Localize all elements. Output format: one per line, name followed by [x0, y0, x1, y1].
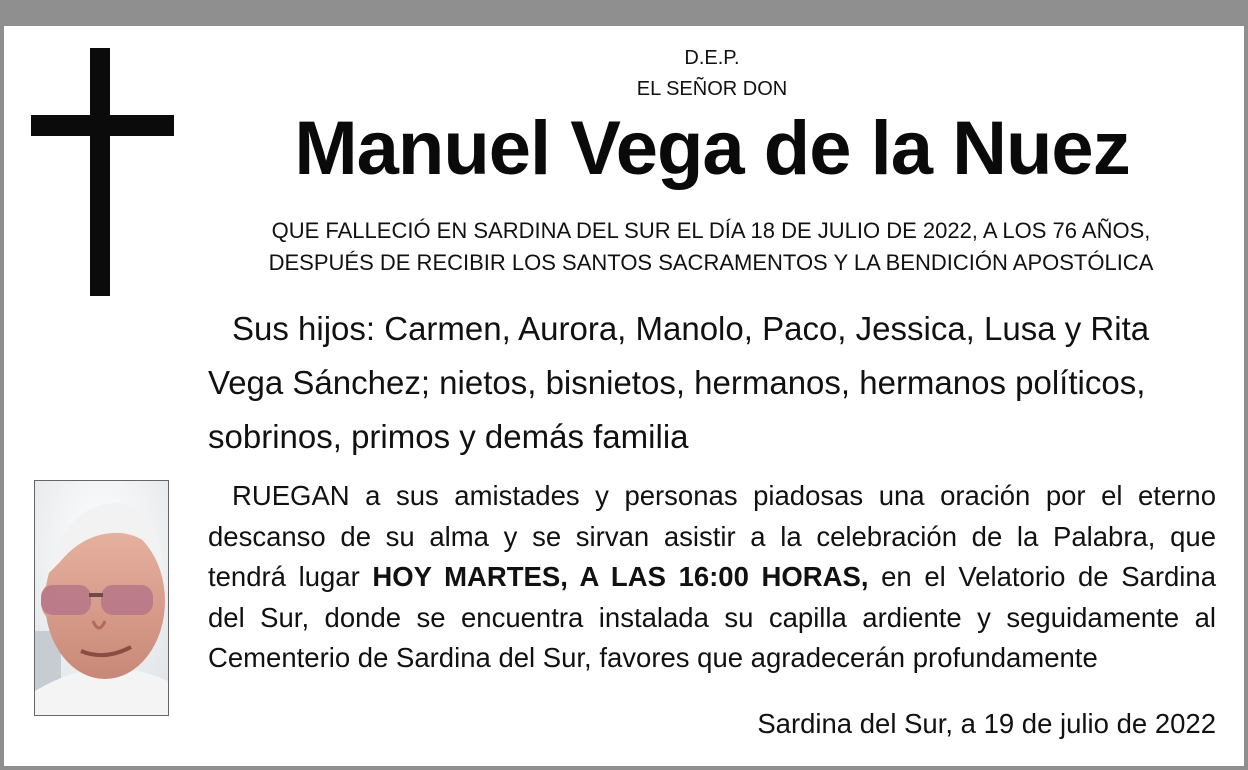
- request-line: RUEGAN a sus amistades y personas piadosas una oración por el eterno: [232, 480, 1216, 511]
- request-line: descanso de su alma y se sirvan asistir a la celebración de la Palabra, que: [208, 520, 1216, 552]
- request-line: del Sur, donde se encuentra instalada su capilla ardiente y seguidamente al: [208, 601, 1216, 633]
- request-line: Cementerio de Sardina del Sur, favores que agradecerán profundamente: [208, 642, 1098, 673]
- request-line: [208, 557, 1216, 598]
- death-notice-line: DESPUÉS DE RECIBIR LOS SANTOS SACRAMENTOS Y LA BENDICIÓN APOSTÓLICA: [268, 250, 1154, 275]
- portrait-illustration: [35, 481, 168, 715]
- family-line: sobrinos, primos y demás familia: [208, 418, 689, 455]
- request-paragraph: [208, 476, 1216, 679]
- family-line: Vega Sánchez; nietos, bisnietos, hermanos, hermanos políticos,: [208, 364, 1146, 401]
- dep-label: D.E.P.: [684, 47, 740, 69]
- request-text: tendrá lugar: [208, 561, 373, 592]
- cross-icon: [90, 48, 110, 296]
- request-text: en el Velatorio de Sardina: [868, 561, 1217, 592]
- place-date: Sardina del Sur, a 19 de julio de 2022: [757, 708, 1216, 739]
- service-time: HOY MARTES, A LAS 16:00 HORAS,: [372, 561, 869, 592]
- family-list: [208, 302, 1218, 464]
- family-line: Sus hijos: Carmen, Aurora, Manolo, Paco, Jessica, Lusa y Rita: [232, 310, 1150, 347]
- death-notice-line: QUE FALLECIÓ EN SARDINA DEL SUR EL DÍA 18 DE JULIO DE 2022, A LOS 76 AÑOS,: [271, 218, 1151, 243]
- title-prefix: EL SEÑOR DON: [636, 78, 788, 100]
- death-notice: [206, 215, 1216, 279]
- portrait-photo: [34, 480, 169, 716]
- deceased-name: Manuel Vega de la Nuez: [294, 106, 1130, 191]
- cross-icon-bar: [31, 115, 174, 136]
